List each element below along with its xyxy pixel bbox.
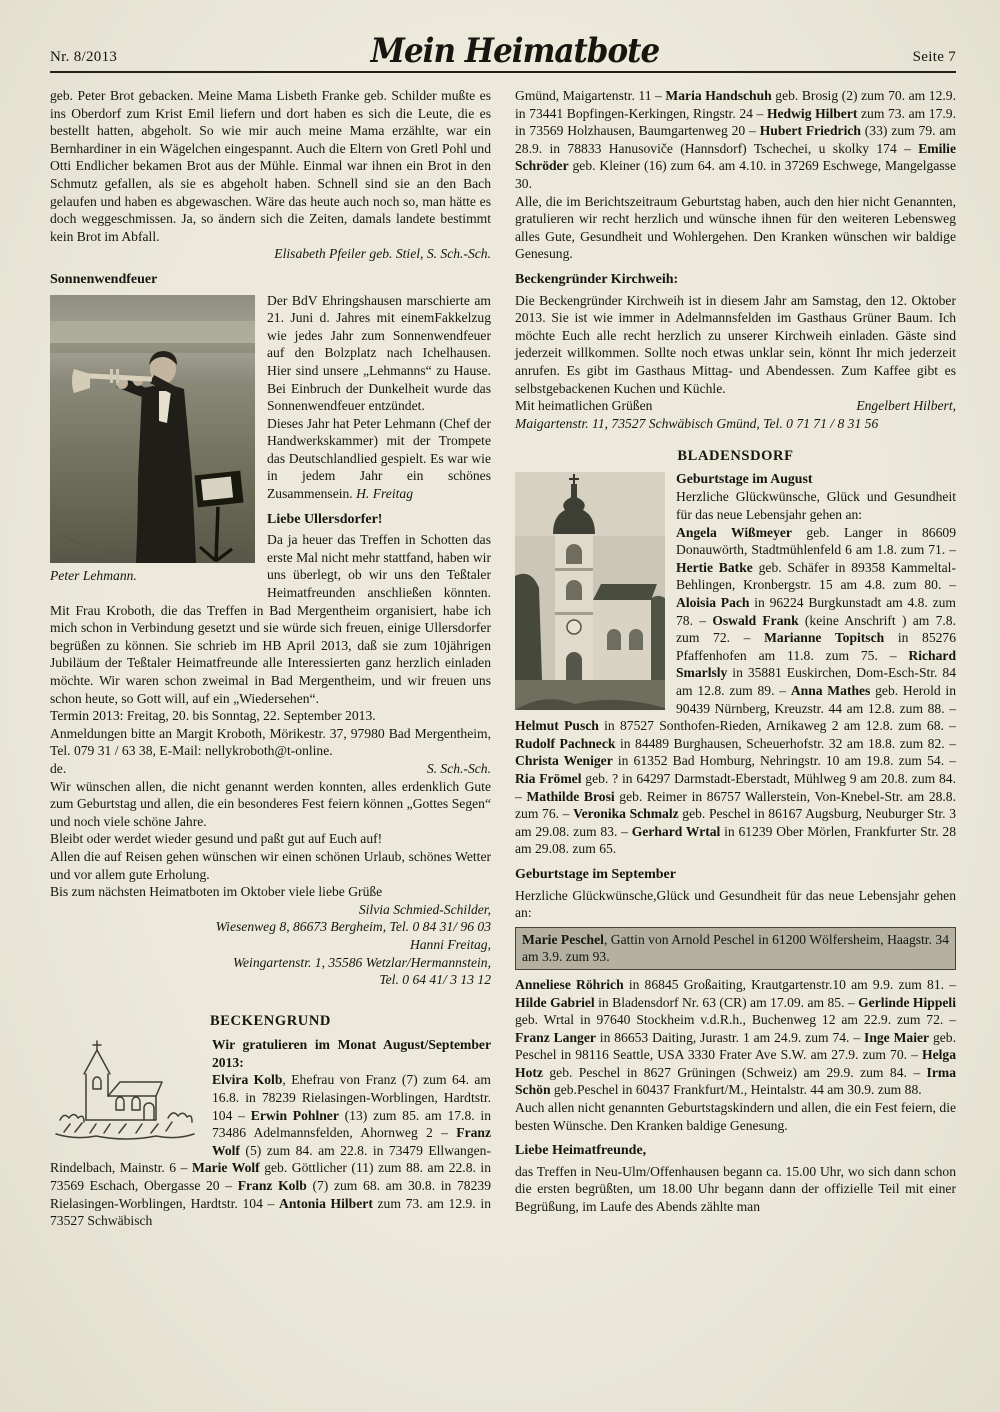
wish-paragraph-4: Bis zum nächsten Heimatboten im Oktober viele liebe Grüße (50, 884, 383, 900)
trumpet-player-photo (50, 295, 255, 585)
anmeldung-tail: de. (50, 760, 67, 776)
brot-signature: Elisabeth Pfeiler geb. Stiel, S. Sch.-Sch. (274, 246, 491, 262)
beckengrund-intro: Wir gratulieren im Monat August/September 2013: (212, 1037, 491, 1070)
rest-wishes-paragraph: Auch allen nicht genannten Geburtstagskindern und allen, die ein Fest feiern, die besten Wünsche. Den Kranken baldige Genesung. (515, 1100, 956, 1133)
closing-signatures (50, 901, 491, 989)
bladensdorf-august-section (515, 470, 956, 858)
masthead-logo: Mein Heimatbote (370, 31, 660, 71)
alle-genannten-paragraph: Alle, die im Berichtszeitraum Geburtstag haben, auch den hier nicht Genannten, gratulieren wir recht herzlich und wünsche ihnen für den weiteren Lebensweg alles Gute, Gesundheit und Wohlergehen. Den Kranken wünschen wir baldige Genesung. (515, 193, 956, 262)
marie-peschel-highlight-box (515, 927, 956, 970)
anmeldung-tail-line (50, 760, 491, 778)
brot-paragraph: geb. Peter Brot gebacken. Meine Mama Lisbeth Franke geb. Schilder mußte es ins Oberdorf zum Krist Emil liefern und dort haben es sich die Leute, die es bestellt hatten, abgeholt. So wie mir auch meine Mama erzählte, war ein Bernhardiner in ein Wägelchen eingespannt. Auch die Eltern von Gretl Pohl und Otti Endlicher bekamen Brot aus der Mühle. Einmal war ihnen ein Brot in den Schmutz gefallen, als sie es abgeholt haben. Schnell sind sie an den Bach gelaufen und haben es abgewaschen. Wäre das heute auch noch so, man hätte es doch weggeschmissen. Ja, so ändern sich die Zeiten, damals landete bestimmt kein Brot im Abfall. (50, 88, 491, 244)
church-photo-image (515, 472, 665, 710)
august-heading: Geburtstage im August (676, 470, 813, 486)
beckengrund-birthdays: Elvira Kolb, Ehefrau von Franz (7) zum 64. am 16.8. in 78239 Rielasingen-Worblingen, Hardtstr. 104 – Erwin Pohlner (13) zum 85. am 17.8. in 73486 Adelmannsfelden, Ahornweg 2 – Franz Wolf (5) zum 84. am 22.8. in 73479 Ellwangen-Rindelbach, Mainstr. 6 – Marie Wolf geb. Göttlicher (11) zum 88. am 22.8. in 73569 Eschach, Obergasse 20 – Franz Kolb (7) zum 68. am 30.8. in 78239 Rielasingen-Worblingen, Hardtstr. 104 – Antonia Hilbert zum 73. am 12.9. in 73527 Schwäbisch (50, 1072, 492, 1229)
page-header (50, 31, 956, 73)
bladensdorf-church-photo (515, 472, 665, 710)
signature-line: Wiesenweg 8, 86673 Bergheim, Tel. 0 84 31/ 96 03 (215, 919, 491, 935)
trumpet-player-photo-image (50, 295, 255, 563)
left-column (50, 87, 491, 1230)
two-column-body (50, 87, 956, 1230)
issue-number: Nr. 8/2013 (50, 49, 118, 65)
heimatfreunde-paragraph: das Treffen in Neu-Ulm/Offenhausen begann ca. 15.00 Uhr, wo sich dann schon die ersten begrüßten, um 18.00 Uhr begann dann der offizielle Teil mit einer Begrüßung, im Laufe des Abends zählte man (515, 1163, 956, 1215)
beckengrund-church-sketch (50, 1038, 202, 1156)
heimatfreunde-heading: Liebe Heimatfreunde, (515, 1143, 647, 1159)
ullersdorfer-heading: Liebe Ullersdorfer! (267, 511, 383, 527)
right-column (515, 87, 956, 1230)
photo-caption: Peter Lehmann. (50, 567, 137, 583)
beckengrund-heading: BECKENGRUND (210, 1012, 331, 1029)
signature-line: Weingartenstr. 1, 35586 Wetzlar/Hermannstein, (232, 954, 491, 970)
signature-line: Hanni Freitag, (409, 936, 491, 952)
september-birthdays: Anneliese Röhrich in 86845 Großaiting, Krautgartenstr.10 am 9.9. zum 81. – Hilde Gabriel in Bladensdorf Nr. 63 (CR) am 17.09. am 85. – Gerlinde Hippeli geb. Wrtal in 97640 Stockheim v.d.R.h., Buchenweg 12 am 22.9. zum 72. – Franz Langer in 86653 Daiting, Jurastr. 1 am 24.9. zum 74. – Inge Maier geb. Peschel in 98116 Seattle, USA 3330 Frater Ave S.W. am 27.9. zum 70. – Helga Hotz geb. Peschel in 8627 Grüningen (Schweiz) am 29.9. zum 84. – Irma Schön geb.Peschel in 60437 Frankfurt/M., Heintalstr. 44 am 30.9. zum 88. (515, 976, 956, 1098)
sonnenwendfeuer-paragraph-1: Der BdV Ehringshausen marschierte am 21. Juni d. Jahres mit einemFakkelzug wie jedes Jahr zum Sonnenwendfeuer auf den Bolzplatz nach Ichelhausen. Hier sind unsere „Lehmanns“ zu Hause. Bei Einbruch der Dunkelheit wurde das Sonnenwendfeuer entzündet. (267, 292, 491, 414)
bladensdorf-heading: BLADENSDORF (677, 448, 794, 465)
marie-peschel-entry: Marie Peschel, Gattin von Arnold Peschel in 61200 Wölfersheim, Haagstr. 34 am 3.9. zum 93. (522, 931, 950, 965)
sonnenwendfeuer-heading: Sonnenwendfeuer (50, 271, 158, 287)
kirchweih-greeting-line (515, 397, 956, 415)
wish-paragraph-2: Bleibt oder werdet wieder gesund und paßt gut auf Euch auf! (50, 831, 383, 847)
anmeldung-paragraph: Anmeldungen bitte an Margit Kroboth, Mörikestr. 37, 97980 Bad Mergentheim, Tel. 079 31 / 63 38, E-Mail: nellykroboth@t-online. (50, 725, 491, 759)
august-intro: Herzliche Glückwünsche, Glück und Gesundheit für das neue Lebensjahr gehen an: (676, 489, 956, 523)
wish-paragraph-1: Wir wünschen allen, die nicht genannt werden konnten, alles erdenklich Gute zum Geburtstag und allen, die ein besonderes Fest feiern können „Gottes Segen“ und noch viele schöne Jahre. (50, 778, 491, 829)
september-intro: Herzliche Glückwünsche,Glück und Gesundheit für das neue Lebensjahr gehen an: (515, 887, 956, 921)
kirchweih-signature-name: Engelbert Hilbert, (856, 398, 956, 414)
beckengrund-section (50, 1036, 491, 1230)
termin-line: Termin 2013: Freitag, 20. bis Sonntag, 22. September 2013. (50, 708, 376, 724)
august-birthdays: Angela Wißmeyer geb. Langer in 86609 Donauwörth, Stadtmühlenfeld 6 am 1.8. zum 71. – Hertie Batke geb. Schäfer in 89358 Kammeltal-Behlingen, Kronbergstr. 15 am 4.8. zum 80. – Aloisia Pach in 96224 Burgkunstadt am 4.8. zum 78. – Oswald Frank (keine Anschrift ) am 7.8. zum 72. – Marianne Topitsch in 85276 Pfaffenhofen am 11.8. zum 75. – Richard Smarlsly in 35881 Euskirchen, Dom-Esch-Str. 84 am 12.8. zum 89. – Anna Mathes geb. Herold in 90439 Nürnberg, Kreuzstr. 44 am 12.8. zum 88. – Helmut Pusch in 87527 Sonthofen-Rieden, Arnikaweg 2 am 12.8. zum 68. – Rudolf Pachneck in 84489 Burghausen, Scheuerhofstr. 32 am 18.8. zum 82. – Christa Weniger in 61352 Bad Homburg, Nehringstr. 10 am 19.8. zum 54. – Ria Frömel geb. ? in 64297 Darmstadt-Eberstadt, Mühlweg 9 am 20.8. zum 84. – Mathilde Brosi geb. Reimer in 86757 Wallerstein, Von-Knebel-Str. am 28.8. zum 76. – Veronika Schmalz geb. Peschel in 86167 Augsburg, Neuburger Str. 3 am 29.08. zum 83. – Gerhard Wrtal in 61239 Ober Mörlen, Frankfurter Str. 28 am 29.08. zum 65. (515, 524, 957, 857)
signature-line: Silvia Schmied-Schilder, (358, 901, 491, 917)
kirchweih-greeting: Mit heimatlichen Grüßen (515, 398, 653, 414)
signature-line: Tel. 0 64 41/ 3 13 12 (379, 972, 491, 988)
kirchweih-heading: Beckengründer Kirchweih: (515, 271, 679, 287)
sonnenwendfeuer-paragraph-2: Dieses Jahr hat Peter Lehmann (Chef der Handwerkskammer) mit der Trompete das Deutschlandlied gespielt. Es war wie in jedem Jahr ein schönes Zusammensein. H. Freitag (267, 415, 491, 502)
page-number: Seite 7 (912, 49, 956, 65)
church-sketch-image (50, 1038, 202, 1156)
kirchweih-signature-address: Maigartenstr. 11, 73527 Schwäbisch Gmünd, Tel. 0 71 71 / 8 31 56 (515, 415, 879, 431)
anmeldung-signature: S. Sch.-Sch. (426, 760, 491, 776)
beckengrund-continuation: Gmünd, Maigartenstr. 11 – Maria Handschuh geb. Brosig (2) zum 70. am 12.9. in 73441 Bopfingen-Kerkingen, Ringstr. 24 – Hedwig Hilbert zum 73. am 17.9. in 73569 Holzhausen, Baumgartenweg 20 – Hubert Friedrich (33) zum 79. am 28.9. in 78833 Hanusoviče (Hannsdorf) Tschechei, u skolky 174 – Emilie Schröder geb. Kleiner (16) zum 64. am 4.10. in 37269 Eschwege, Mangelgasse 30. (515, 88, 956, 191)
september-heading: Geburtstage im September (515, 866, 676, 882)
ullersdorfer-paragraph: Da ja heuer das Treffen in Schotten das erste Mal nicht mehr stattfand, haben wir uns überlegt, ob wir uns den Teßtaler Heimatfreunden anschließen könnten. Mit Frau Kroboth, die das Treffen in Bad Mergentheim organisiert, habe ich mich schon in Verbindung gesetzt und sie würde sich freuen, einige Ullersdorfer begrüßen zu können. Sie schrieb im HB April 2013, daß sie zum 10jährigen Jubiläum der Teßtaler Heimatfreunde alle Interessierten ganz herzlich einladen möchte. Wir waren schon zweimal in Bad Mergentheim, und wir freuen uns schon heute, so Gott will, auf ein „Wiedersehen“. (50, 532, 491, 706)
wish-paragraph-3: Allen die auf Reisen gehen wünschen wir einen schönen Urlaub, schönes Wetter und vor allem gute Erholung. (50, 848, 491, 882)
kirchweih-paragraph: Die Beckengründer Kirchweih ist in diesem Jahr am Samstag, den 12. Oktober 2013. Sie ist wie immer in Adelmannsfelden im Gasthaus Grüner Baum. Ich möchte Euch alle recht herzlich zu unserer Kirchweih einladen. Gäste sind jederzeit willkommen. Sollte noch etwas unklar sein, könnt Ihr mich jederzeit anrufen. Es gibt im Gasthaus Mittag- und Abendessen. Zum Kaffee gibt es selbstgebackenen Kuchen und Küchle. (515, 292, 956, 396)
sonnenwendfeuer-section (50, 292, 491, 778)
